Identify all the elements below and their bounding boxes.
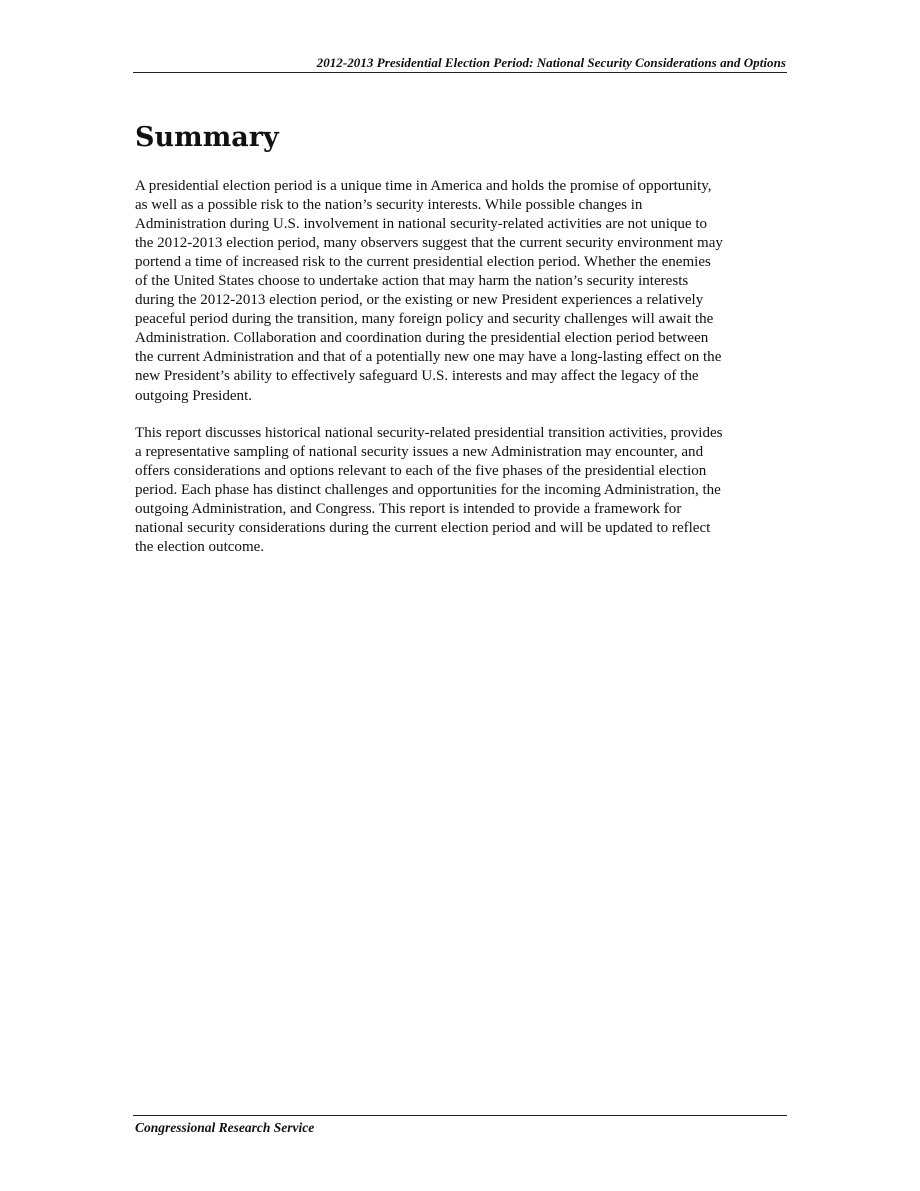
paragraph-line: portend a time of increased risk to the current presidential election period. Whether the enemies (135, 254, 711, 271)
paragraph-line: This report discusses historical national security-related presidential transition activities, provides (135, 425, 723, 441)
paragraph-line: a representative sampling of national security issues a new Administration may encounter, and (135, 444, 704, 461)
paragraph-line: the current Administration and that of a potentially new one may have a long-lasting effect on the (135, 349, 722, 366)
paragraph-line: period. Each phase has distinct challenges and opportunities for the incoming Administration, the (135, 482, 721, 499)
paragraph-line: peaceful period during the transition, many foreign policy and security challenges will await the (135, 311, 714, 328)
paragraph-line: the 2012-2013 election period, many observers suggest that the current security environment may (135, 235, 723, 252)
running-header-title: 2012-2013 Presidential Election Period: National Security Considerations and Options (316, 55, 786, 70)
paragraph-line: outgoing Administration, and Congress. This report is intended to provide a framework for (135, 501, 682, 518)
summary-paragraph-1 (135, 177, 785, 406)
section-heading-summary: Summary (135, 122, 279, 153)
summary-paragraph-2 (135, 424, 785, 557)
paragraph-line: A presidential election period is a unique time in America and holds the promise of opportunity, (135, 178, 712, 194)
paragraph-line: Administration. Collaboration and coordination during the presidential election period between (135, 330, 709, 347)
paragraph-line: outgoing President. (135, 387, 253, 404)
paragraph-line: national security considerations during the current election period and will be updated to reflect (135, 520, 711, 537)
paragraph-line: the election outcome. (135, 539, 265, 556)
footer-organization: Congressional Research Service (135, 1120, 315, 1135)
paragraph-line: as well as a possible risk to the nation’s security interests. While possible changes in (135, 197, 643, 214)
paragraph-line: offers considerations and options relevant to each of the five phases of the presidential election (135, 463, 707, 480)
paragraph-line: Administration during U.S. involvement in national security-related activities are not unique to (135, 216, 708, 233)
paragraph-line: of the United States choose to undertake action that may harm the nation’s security interests (135, 273, 689, 290)
header-divider (133, 72, 787, 73)
paragraph-line: new President’s ability to effectively safeguard U.S. interests and may affect the legacy of the (135, 368, 699, 385)
paragraph-line: during the 2012-2013 election period, or the existing or new President experiences a relatively (135, 292, 704, 309)
footer-divider (133, 1115, 787, 1116)
